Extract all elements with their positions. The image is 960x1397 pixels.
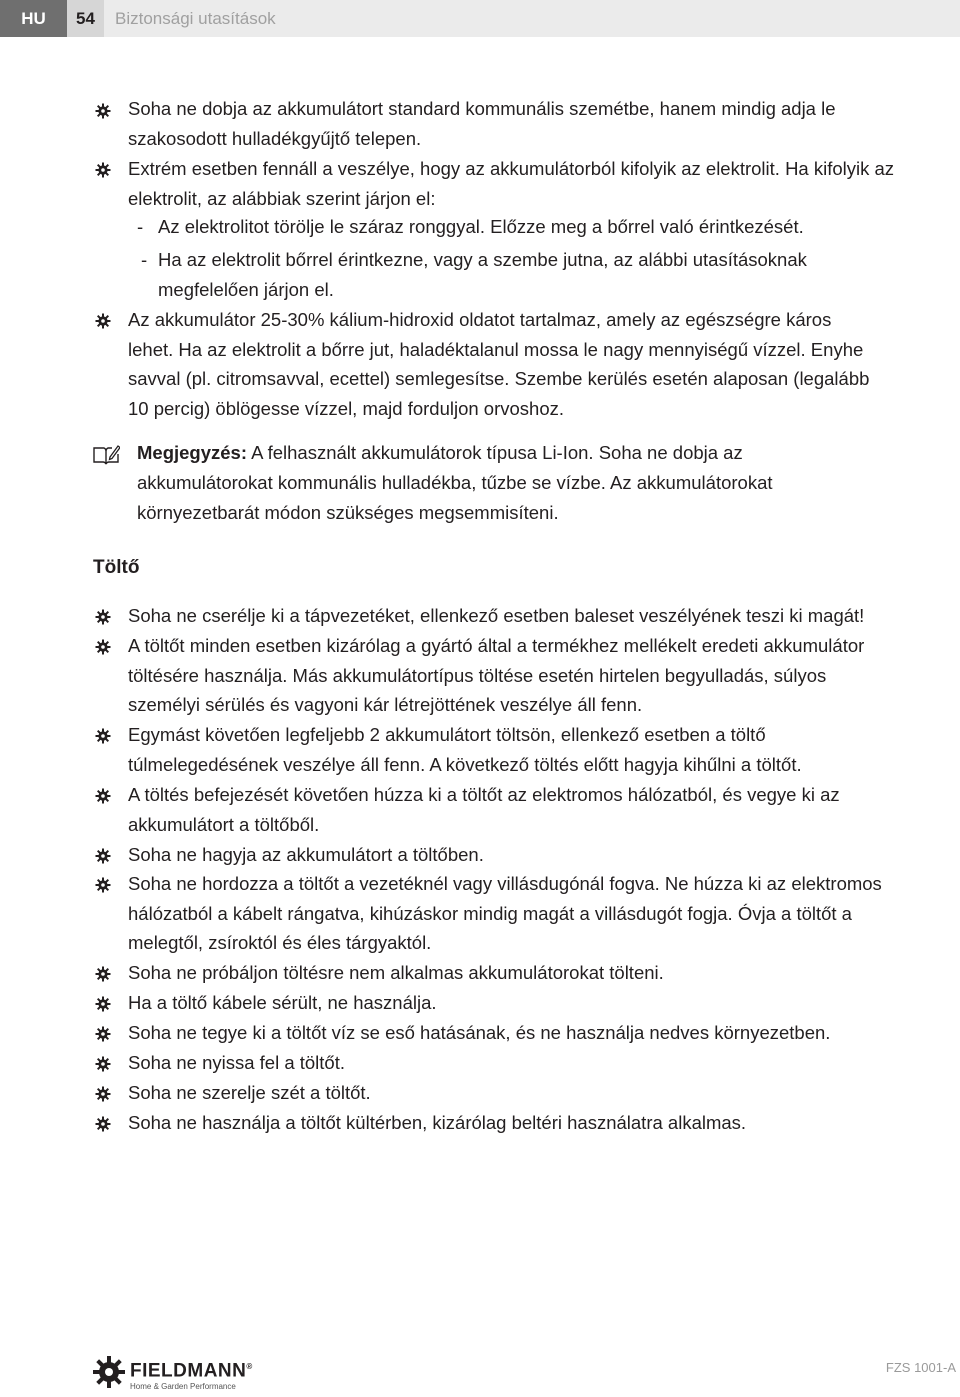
gear-bullet-icon bbox=[95, 788, 111, 804]
sub-item-line: megfelelően járjon el. bbox=[158, 278, 334, 300]
list-item-line: Az akkumulátor 25-30% kálium-hidroxid oldatot tartalmaz, amely az egészségre káros bbox=[128, 309, 832, 330]
list-item-line: melegtől, zsíroktól és éles tárgyaktól. bbox=[128, 932, 432, 954]
list-item-line: A töltés befejezését követően húzza ki a töltőt az elektromos hálózatból, és vegye ki az bbox=[128, 784, 840, 805]
note-block bbox=[137, 438, 773, 528]
list-item bbox=[128, 988, 928, 1018]
gear-bullet-icon bbox=[95, 966, 111, 982]
list-item-line: savval (pl. citromsavval, ecettel) semlegesítse. Szembe kerülés esetén alaposan (legalább bbox=[128, 368, 870, 390]
note-line bbox=[137, 438, 773, 468]
list-item-line: Soha ne nyissa fel a töltőt. bbox=[128, 1052, 345, 1073]
list-item bbox=[128, 601, 928, 631]
list-item bbox=[128, 1108, 928, 1138]
list-item bbox=[128, 720, 928, 779]
list-item-line: A töltőt minden esetben kizárólag a gyártó által a termékhez mellékelt eredeti akkumulátor bbox=[128, 635, 865, 656]
list-item-line: lehet. Ha az elektrolit a bőrre jut, haladéktalanul mossa le nagy mennyiségű vízzel. Enyhe bbox=[128, 338, 864, 360]
page-header bbox=[0, 0, 960, 37]
sub-item-dash: - bbox=[141, 249, 148, 270]
list-item-line: Ha a töltő kábele sérült, ne használja. bbox=[128, 992, 437, 1013]
gear-bullet-icon bbox=[95, 1116, 111, 1132]
sub-item bbox=[158, 245, 807, 304]
list-item-line: elektrolit, az alábbiak szerint járjon el: bbox=[128, 187, 436, 209]
gear-bullet-icon bbox=[95, 609, 111, 625]
gear-bullet-icon bbox=[95, 1056, 111, 1072]
sub-item-dash: - bbox=[137, 216, 144, 237]
list-item-line: szakosodott hulladékgyűjtő telepen. bbox=[128, 127, 422, 149]
gear-bullet-icon bbox=[95, 996, 111, 1012]
list-item bbox=[128, 780, 928, 839]
list-item bbox=[128, 840, 928, 870]
list-item-line: Soha ne szerelje szét a töltőt. bbox=[128, 1082, 371, 1103]
section-title-charger: Töltő bbox=[93, 557, 140, 578]
registered-mark: ® bbox=[246, 1362, 253, 1372]
sub-item-line: Ha az elektrolit bőrrel érintkezne, vagy a szembe jutna, az alábbi utasításoknak bbox=[158, 249, 807, 270]
note-line: környezetbarát módon szükséges megsemmisíteni. bbox=[137, 502, 559, 523]
list-item-line: Soha ne használja a töltőt kültérben, kizárólag beltéri használatra alkalmas. bbox=[128, 1112, 747, 1133]
section-heading: Biztonsági utasítások bbox=[115, 9, 276, 28]
note-text: A felhasznált akkumulátorok típusa Li-Ion. Soha ne dobja az bbox=[247, 442, 743, 463]
gear-bullet-icon bbox=[95, 103, 111, 119]
list-item bbox=[128, 305, 928, 423]
list-item bbox=[128, 631, 928, 720]
brand-name: FIELDMANN bbox=[130, 1360, 247, 1382]
gear-bullet-icon bbox=[95, 848, 111, 864]
list-item bbox=[128, 1078, 928, 1108]
brand-tagline: Home & Garden Performance bbox=[130, 1381, 236, 1391]
list-item-line: töltésére használja. Más akkumulátortípus töltése esetén hirtelen begyulladás, súlyos bbox=[128, 664, 827, 686]
list-item-line: hálózatból a kábelt rángatva, kihúzáskor mindig magát a villásdugót fogja. Óvja a töltőt a bbox=[128, 902, 852, 924]
list-item-line: akkumulátort a töltőből. bbox=[128, 813, 320, 835]
model-number: FZS 1001-A bbox=[885, 1360, 956, 1375]
sub-item bbox=[158, 212, 804, 242]
gear-bullet-icon bbox=[95, 639, 111, 655]
list-item bbox=[128, 1048, 928, 1078]
page-number: 54 bbox=[67, 0, 104, 37]
gear-bullet-icon bbox=[95, 1026, 111, 1042]
list-item-line: Egymást követően legfeljebb 2 akkumulátort töltsön, ellenkező esetben a töltő bbox=[128, 724, 766, 745]
fieldmann-gear-icon bbox=[92, 1355, 126, 1394]
gear-bullet-icon bbox=[95, 728, 111, 744]
list-item-line: Extrém esetben fennáll a veszélye, hogy az akkumulátorból kifolyik az elektrolit. Ha kifolyik az bbox=[128, 158, 895, 179]
list-item-line: Soha ne cserélje ki a tápvezetéket, ellenkező esetben baleset veszélyének teszi ki magát! bbox=[128, 605, 865, 626]
list-item bbox=[128, 94, 928, 153]
list-item-line: 10 percig) öblögesse vízzel, majd forduljon orvoshoz. bbox=[128, 397, 565, 419]
note-label: Megjegyzés: bbox=[137, 442, 248, 463]
gear-bullet-icon bbox=[95, 1086, 111, 1102]
language-tab: HU bbox=[0, 0, 67, 37]
list-item-line: Soha ne dobja az akkumulátort standard kommunális szemétbe, hanem mindig adja le bbox=[128, 98, 836, 119]
list-item-line: Soha ne hagyja az akkumulátort a töltőben. bbox=[128, 844, 484, 865]
gear-bullet-icon bbox=[95, 313, 111, 329]
sub-item-line: Az elektrolitot törölje le száraz ronggyal. Előzze meg a bőrrel való érintkezését. bbox=[158, 216, 804, 237]
note-line: akkumulátorokat kommunális hulladékba, tűzbe se vízbe. Az akkumulátorokat bbox=[137, 472, 773, 493]
gear-bullet-icon bbox=[95, 162, 111, 178]
open-book-pencil-icon bbox=[92, 444, 120, 466]
list-item bbox=[128, 958, 928, 988]
list-item-line: személyi sérülés és vagyoni kár létrejöttének veszélye áll fenn. bbox=[128, 694, 643, 716]
list-item bbox=[128, 869, 928, 958]
list-item-line: túlmelegedésének veszélye áll fenn. A következő töltés előtt hagyja kihűlni a töltőt. bbox=[128, 753, 802, 775]
list-item bbox=[128, 1018, 928, 1048]
gear-bullet-icon bbox=[95, 877, 111, 893]
list-item-line: Soha ne hordozza a töltőt a vezetéknél vagy villásdugónál fogva. Ne húzza ki az elektromos bbox=[128, 873, 882, 894]
brand-logo bbox=[92, 1355, 253, 1394]
list-item-line: Soha ne próbáljon töltésre nem alkalmas akkumulátorokat tölteni. bbox=[128, 962, 664, 983]
list-item bbox=[128, 154, 928, 213]
list-item-line: Soha ne tegye ki a töltőt víz se eső hatásának, és ne használja nedves környezetben. bbox=[128, 1022, 831, 1043]
